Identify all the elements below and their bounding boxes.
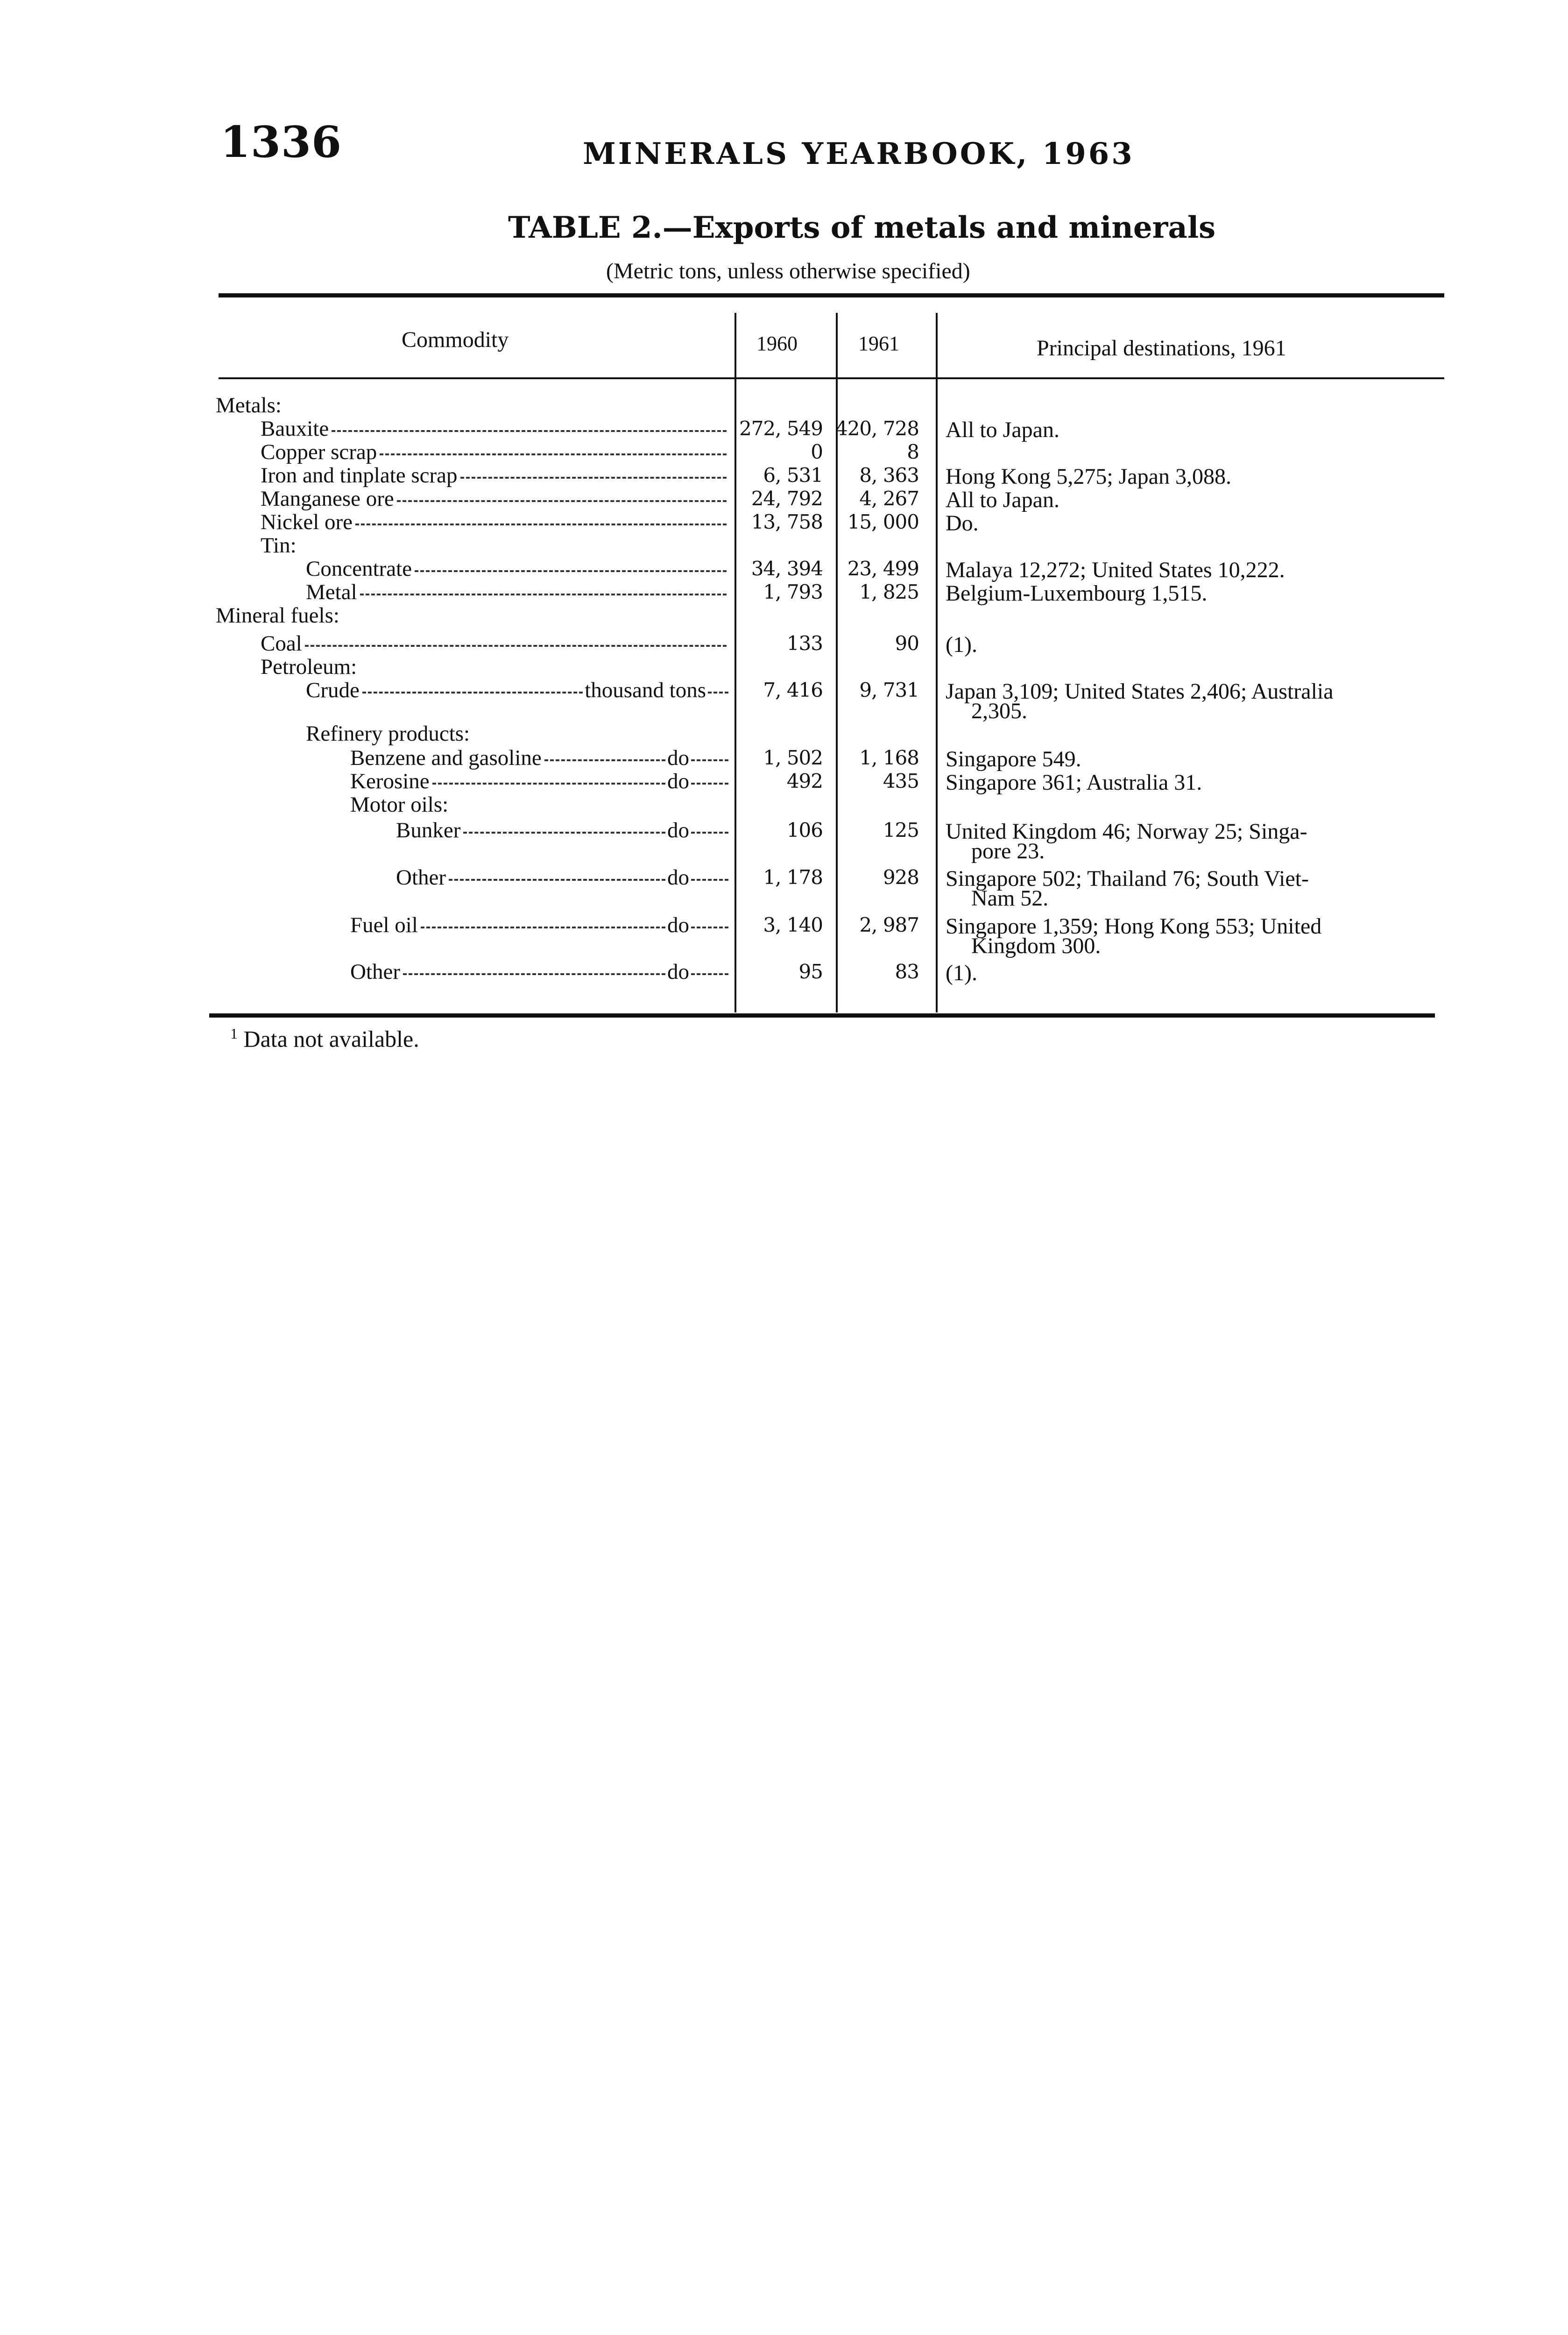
destination-line: Malaya 12,272; United States 10,222. — [946, 558, 1285, 582]
commodity-name: Concentrate — [306, 557, 412, 581]
commodity-name: Mineral fuels: — [216, 603, 339, 628]
commodity-label — [306, 678, 728, 702]
table-row — [0, 417, 1568, 442]
unit-label: do — [667, 746, 689, 770]
destination-line: (1). — [946, 961, 977, 985]
destination-line: Singapore 1,359; Hong Kong 553; United — [946, 914, 1322, 939]
value-1960: 24, 792 — [751, 487, 823, 510]
destination-text — [946, 747, 1455, 771]
destination-text — [946, 560, 1455, 580]
commodity-label — [216, 393, 700, 417]
commodity-name: Other — [396, 865, 446, 890]
table-row — [0, 393, 1568, 418]
dot-leader — [449, 879, 665, 881]
destination-text — [946, 963, 1455, 983]
value-1961: 9, 731 — [859, 679, 919, 701]
commodity-name: Coal — [261, 631, 302, 656]
dot-leader — [403, 973, 665, 975]
footnote-marker: 1 — [230, 1025, 238, 1042]
table-row — [0, 960, 1568, 985]
table-row — [0, 746, 1568, 771]
commodity-label — [261, 533, 700, 558]
commodity-name: Nickel ore — [261, 510, 353, 534]
dot-leader — [355, 524, 727, 525]
value-1960: 34, 394 — [751, 557, 823, 580]
commodity-name: Motor oils: — [350, 792, 449, 817]
commodity-label — [261, 510, 728, 534]
dot-leader — [380, 453, 727, 455]
table-row — [0, 769, 1568, 794]
commodity-name: Tin: — [261, 533, 297, 558]
commodity-label — [396, 865, 728, 890]
value-1960: 6, 531 — [763, 464, 823, 487]
destination-line: Do. — [946, 511, 979, 536]
destination-continuation: Kingdom 300. — [971, 934, 1101, 958]
commodity-label — [306, 722, 700, 746]
commodity-label — [350, 792, 700, 817]
dot-leader — [421, 927, 665, 928]
column-header-1960: 1960 — [756, 332, 798, 355]
table-row — [0, 631, 1568, 657]
footnote-text: Data not available. — [243, 1026, 419, 1052]
commodity-label — [261, 417, 728, 441]
column-header-1961: 1961 — [858, 332, 899, 355]
table-row — [0, 487, 1568, 512]
table-row — [0, 913, 1568, 958]
commodity-label — [396, 818, 728, 842]
dot-leader — [397, 500, 727, 502]
table-row — [0, 818, 1568, 863]
destination-text — [946, 581, 1455, 606]
destination-text — [946, 914, 1455, 958]
dot-leader — [544, 759, 665, 761]
table-row — [0, 557, 1568, 582]
unit-label: thousand tons — [585, 678, 706, 702]
value-1961: 83 — [895, 960, 919, 983]
value-1960: 106 — [786, 819, 823, 842]
commodity-name: Metals: — [216, 393, 282, 417]
value-1961: 15, 000 — [847, 510, 919, 533]
unit-label: do — [667, 818, 689, 842]
column-header-commodity: Commodity — [402, 327, 509, 352]
commodity-name: Bauxite — [261, 417, 329, 441]
value-1961: 90 — [895, 632, 919, 655]
value-1960: 1, 178 — [763, 866, 823, 889]
table-top-rule — [219, 293, 1444, 297]
table-row — [0, 865, 1568, 911]
value-1960: 95 — [798, 960, 823, 983]
dot-leader — [305, 645, 727, 647]
value-1960: 1, 793 — [763, 580, 823, 603]
table-row — [0, 655, 1568, 680]
commodity-name: Copper scrap — [261, 440, 377, 464]
value-1961: 4, 267 — [859, 487, 919, 510]
commodity-label — [350, 769, 728, 793]
destination-text — [946, 632, 1455, 657]
commodity-label — [261, 463, 728, 488]
table-row — [0, 603, 1568, 629]
commodity-name: Kerosine — [350, 769, 430, 793]
commodity-name: Manganese ore — [261, 487, 394, 511]
commodity-name: Fuel oil — [350, 913, 418, 937]
table-title: TABLE 2.—Exports of metals and minerals — [508, 210, 1216, 245]
commodity-label — [261, 631, 728, 656]
value-1961: 23, 499 — [847, 557, 919, 580]
value-1960: 133 — [786, 632, 823, 655]
value-1961: 420, 728 — [835, 417, 919, 440]
destination-line: All to Japan. — [946, 488, 1059, 512]
value-1961: 2, 987 — [859, 913, 919, 936]
table-bottom-rule — [209, 1013, 1435, 1018]
value-1961: 8, 363 — [859, 464, 919, 487]
commodity-label — [306, 580, 728, 604]
commodity-label — [261, 440, 728, 464]
value-1960: 272, 549 — [739, 417, 823, 440]
table-row — [0, 463, 1568, 488]
destination-text — [946, 511, 1455, 536]
commodity-label — [350, 960, 728, 984]
value-1961: 1, 168 — [859, 746, 919, 769]
value-1960: 0 — [811, 440, 823, 463]
commodity-label — [350, 913, 728, 937]
value-1961: 125 — [883, 819, 919, 842]
table-row — [0, 533, 1568, 559]
commodity-label — [306, 557, 728, 581]
table-row — [0, 510, 1568, 535]
table-row — [0, 440, 1568, 465]
destination-line: United Kingdom 46; Norway 25; Singa- — [946, 819, 1307, 844]
value-1961: 8 — [907, 440, 919, 463]
destination-text — [946, 866, 1455, 911]
dot-leader — [360, 594, 727, 595]
value-1960: 1, 502 — [763, 746, 823, 769]
destination-line: Japan 3,109; United States 2,406; Australia — [946, 679, 1334, 704]
destination-text — [946, 770, 1455, 795]
unit-label: do — [667, 769, 689, 793]
destination-continuation: pore 23. — [971, 839, 1045, 863]
destination-line: Singapore 502; Thailand 76; South Viet- — [946, 866, 1309, 891]
footnote — [230, 1025, 419, 1053]
value-1960: 3, 140 — [763, 913, 823, 936]
commodity-name: Petroleum: — [261, 655, 357, 679]
commodity-label — [216, 603, 700, 628]
destination-continuation: Nam 52. — [971, 886, 1049, 911]
header-bottom-rule — [219, 377, 1444, 379]
column-header-destinations: Principal destinations, 1961 — [1037, 336, 1286, 361]
value-1960: 492 — [786, 770, 823, 792]
unit-label: do — [667, 913, 689, 937]
destination-text — [946, 464, 1455, 489]
dot-leader — [362, 692, 583, 693]
unit-label: do — [667, 960, 689, 984]
dot-leader — [463, 832, 665, 834]
commodity-name: Iron and tinplate scrap — [261, 463, 458, 488]
table-subtitle: (Metric tons, unless otherwise specified) — [606, 259, 970, 283]
table-row — [0, 580, 1568, 605]
value-1961: 435 — [883, 770, 919, 792]
destination-text — [946, 417, 1455, 442]
destination-text — [946, 679, 1455, 723]
commodity-name: Crude — [306, 678, 360, 702]
value-1961: 928 — [883, 866, 919, 889]
destination-continuation: 2,305. — [971, 699, 1027, 723]
page-number: 1336 — [220, 117, 342, 167]
destination-line: (1). — [946, 632, 977, 657]
destination-text — [946, 490, 1455, 510]
table-row — [0, 678, 1568, 723]
commodity-label — [261, 655, 700, 679]
commodity-name: Benzene and gasoline — [350, 746, 542, 770]
table-row — [0, 722, 1568, 747]
unit-label: do — [667, 865, 689, 890]
value-1961: 1, 825 — [859, 580, 919, 603]
dot-leader — [432, 783, 665, 785]
destination-line: Singapore 549. — [946, 747, 1081, 771]
commodity-label — [261, 487, 728, 511]
dot-leader — [332, 430, 727, 432]
commodity-name: Metal — [306, 580, 357, 604]
destination-line: Hong Kong 5,275; Japan 3,088. — [946, 464, 1231, 489]
commodity-name: Bunker — [396, 818, 461, 842]
commodity-name: Refinery products: — [306, 722, 470, 746]
destination-line: Belgium-Luxembourg 1,515. — [946, 581, 1208, 606]
value-1960: 13, 758 — [751, 510, 823, 533]
destination-line: All to Japan. — [946, 417, 1059, 442]
commodity-label — [350, 746, 728, 770]
commodity-name: Other — [350, 960, 401, 984]
dot-leader — [415, 570, 727, 572]
table-row — [0, 792, 1568, 818]
value-1960: 7, 416 — [763, 679, 823, 701]
running-head: MINERALS YEARBOOK, 1963 — [583, 136, 1135, 171]
dot-leader — [460, 477, 727, 479]
destination-text — [946, 819, 1455, 863]
destination-line: Singapore 361; Australia 31. — [946, 770, 1202, 795]
